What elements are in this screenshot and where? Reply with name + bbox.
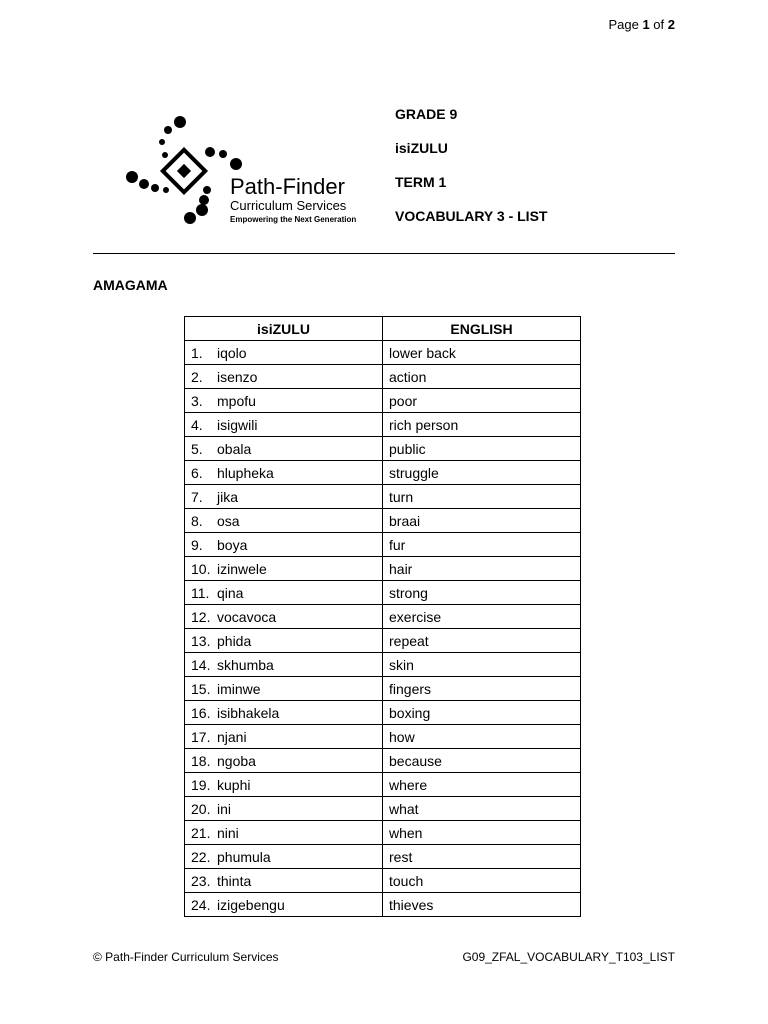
table-row <box>185 629 581 653</box>
zulu-word: osa <box>217 512 240 529</box>
footer-doc-code: G09_ZFAL_VOCABULARY_T103_LIST <box>462 950 675 964</box>
row-number: 8. <box>191 512 203 529</box>
row-number: 2. <box>191 368 203 385</box>
english-word: action <box>383 365 581 389</box>
zulu-word: boya <box>217 536 248 553</box>
document-title: VOCABULARY 3 - LIST <box>395 208 548 224</box>
english-word: public <box>383 437 581 461</box>
english-word: where <box>383 773 581 797</box>
zulu-cell <box>185 605 383 629</box>
zulu-cell <box>185 485 383 509</box>
row-number: 22. <box>191 848 211 865</box>
page-label: Page <box>608 17 639 32</box>
zulu-cell <box>185 749 383 773</box>
zulu-word: nini <box>217 824 239 841</box>
zulu-word: ini <box>217 800 232 817</box>
zulu-word: thinta <box>217 872 252 889</box>
zulu-cell <box>185 845 383 869</box>
row-number: 4. <box>191 416 203 433</box>
path-finder-logo <box>120 112 365 232</box>
column-header-english: ENGLISH <box>383 317 581 341</box>
zulu-cell <box>185 557 383 581</box>
row-number: 5. <box>191 440 203 457</box>
table-row <box>185 437 581 461</box>
zulu-word: mpofu <box>217 392 256 409</box>
english-word: when <box>383 821 581 845</box>
table-row <box>185 869 581 893</box>
row-number: 23. <box>191 872 211 889</box>
table-row <box>185 389 581 413</box>
logo-tagline: Empowering the Next Generation <box>230 215 357 224</box>
term-label: TERM 1 <box>395 174 447 190</box>
zulu-word: ngoba <box>217 752 256 769</box>
subject-label: isiZULU <box>395 140 448 156</box>
table-row <box>185 509 581 533</box>
english-word: hair <box>383 557 581 581</box>
row-number: 10. <box>191 560 211 577</box>
english-word: lower back <box>383 341 581 365</box>
page-current: 1 <box>642 17 650 32</box>
zulu-cell <box>185 437 383 461</box>
table-row <box>185 797 581 821</box>
row-number: 15. <box>191 680 211 697</box>
row-number: 9. <box>191 536 203 553</box>
vocabulary-table <box>184 316 581 917</box>
table-row <box>185 773 581 797</box>
column-header-zulu: isiZULU <box>185 317 383 341</box>
footer-copyright: © Path-Finder Curriculum Services <box>93 950 279 964</box>
row-number: 12. <box>191 608 211 625</box>
english-word: because <box>383 749 581 773</box>
logo-subtitle: Curriculum Services <box>230 198 347 213</box>
zulu-cell <box>185 581 383 605</box>
table-row <box>185 605 581 629</box>
zulu-word: hlupheka <box>217 464 274 481</box>
table-row <box>185 461 581 485</box>
zulu-word: izinwele <box>217 560 267 577</box>
table-row <box>185 701 581 725</box>
row-number: 17. <box>191 728 211 745</box>
row-number: 7. <box>191 488 203 505</box>
english-word: skin <box>383 653 581 677</box>
zulu-word: isenzo <box>217 368 258 385</box>
zulu-cell <box>185 797 383 821</box>
row-number: 1. <box>191 344 203 361</box>
english-word: rich person <box>383 413 581 437</box>
zulu-cell <box>185 629 383 653</box>
zulu-word: vocavoca <box>217 608 277 625</box>
english-word: what <box>383 797 581 821</box>
zulu-cell <box>185 413 383 437</box>
table-row <box>185 725 581 749</box>
zulu-word: kuphi <box>217 776 251 793</box>
english-word: turn <box>383 485 581 509</box>
page-total: 2 <box>667 17 675 32</box>
zulu-word: iqolo <box>217 344 247 361</box>
zulu-word: isibhakela <box>217 704 280 721</box>
row-number: 21. <box>191 824 211 841</box>
table-row <box>185 893 581 917</box>
zulu-cell <box>185 773 383 797</box>
table-row <box>185 413 581 437</box>
zulu-cell <box>185 893 383 917</box>
english-word: repeat <box>383 629 581 653</box>
zulu-word: isigwili <box>217 416 258 433</box>
zulu-cell <box>185 365 383 389</box>
zulu-word: phumula <box>217 848 271 865</box>
zulu-cell <box>185 677 383 701</box>
zulu-cell <box>185 869 383 893</box>
zulu-cell <box>185 725 383 749</box>
row-number: 13. <box>191 632 211 649</box>
english-word: strong <box>383 581 581 605</box>
english-word: fur <box>383 533 581 557</box>
row-number: 14. <box>191 656 211 673</box>
english-word: rest <box>383 845 581 869</box>
table-row <box>185 845 581 869</box>
document-meta <box>395 106 547 242</box>
table-row <box>185 485 581 509</box>
table-row <box>185 557 581 581</box>
english-word: braai <box>383 509 581 533</box>
table-row <box>185 581 581 605</box>
zulu-word: iminwe <box>217 680 261 697</box>
row-number: 11. <box>191 584 210 601</box>
english-word: thieves <box>383 893 581 917</box>
zulu-cell <box>185 653 383 677</box>
zulu-cell <box>185 389 383 413</box>
page-number <box>608 17 675 32</box>
section-title: AMAGAMA <box>93 277 168 293</box>
row-number: 19. <box>191 776 211 793</box>
zulu-cell <box>185 701 383 725</box>
english-word: exercise <box>383 605 581 629</box>
table-row <box>185 533 581 557</box>
logo-icon <box>120 112 365 232</box>
zulu-cell <box>185 461 383 485</box>
english-word: poor <box>383 389 581 413</box>
row-number: 6. <box>191 464 203 481</box>
zulu-cell <box>185 341 383 365</box>
english-word: touch <box>383 869 581 893</box>
zulu-cell <box>185 821 383 845</box>
logo-name: Path-Finder <box>230 174 345 199</box>
zulu-word: phida <box>217 632 252 649</box>
row-number: 16. <box>191 704 211 721</box>
table-header-row <box>185 317 581 341</box>
table-row <box>185 749 581 773</box>
zulu-cell <box>185 533 383 557</box>
english-word: how <box>383 725 581 749</box>
row-number: 18. <box>191 752 211 769</box>
header-divider <box>93 253 675 254</box>
zulu-word: njani <box>217 728 247 745</box>
english-word: struggle <box>383 461 581 485</box>
table-row <box>185 365 581 389</box>
english-word: boxing <box>383 701 581 725</box>
table-body <box>185 341 581 917</box>
table-row <box>185 653 581 677</box>
row-number: 3. <box>191 392 203 409</box>
table-row <box>185 341 581 365</box>
zulu-word: skhumba <box>217 656 274 673</box>
row-number: 20. <box>191 800 211 817</box>
zulu-cell <box>185 509 383 533</box>
grade-label: GRADE 9 <box>395 106 458 122</box>
zulu-word: qina <box>217 584 244 601</box>
row-number: 24. <box>191 896 211 913</box>
english-word: fingers <box>383 677 581 701</box>
zulu-word: obala <box>217 440 252 457</box>
table-row <box>185 677 581 701</box>
zulu-word: jika <box>217 488 239 505</box>
page-of: of <box>653 17 665 32</box>
table-row <box>185 821 581 845</box>
zulu-word: izigebengu <box>217 896 285 913</box>
